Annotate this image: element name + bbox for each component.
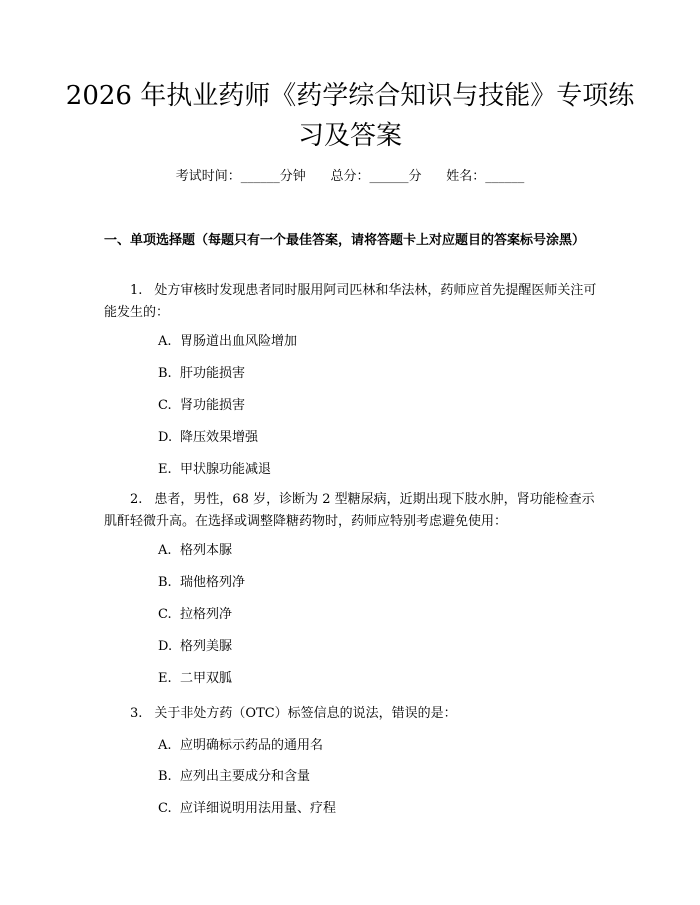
question-3 [104,703,604,725]
option-item [158,638,232,656]
option-item [158,461,271,479]
option-item [158,670,232,688]
option-text: 甲状腺功能减退 [180,462,272,477]
option-letter: D. [158,430,173,445]
option-text: 肝功能损害 [180,366,246,381]
option-item [158,768,310,786]
question-2 [104,489,604,533]
option-text: 拉格列净 [180,607,233,622]
question-number: 1. [130,283,143,298]
option-letter: B. [158,366,172,381]
question-number: 3. [130,706,143,721]
exam-info-line: 考试时间：______分钟 总分：______分 姓名：______ [175,169,525,184]
option-letter: E. [158,462,172,477]
question-1 [104,280,604,324]
option-text: 格列美脲 [180,639,233,654]
option-text: 应列出主要成分和含量 [180,769,311,784]
option-text: 瑞他格列净 [180,575,246,590]
option-letter: E. [158,671,172,686]
question-number: 2. [130,492,143,507]
option-text: 降压效果增强 [180,430,259,445]
option-text: 应明确标示药品的通用名 [180,738,324,753]
option-letter: A. [158,543,172,558]
option-text: 胃肠道出血风险增加 [180,334,298,349]
option-text: 应详细说明用法用量、疗程 [180,801,337,816]
option-letter: A. [158,738,172,753]
option-item [158,333,297,351]
option-letter: D. [158,639,173,654]
option-item [158,800,336,818]
option-item [158,574,245,592]
option-letter: C. [158,801,172,816]
option-letter: C. [158,398,172,413]
option-item [158,429,258,447]
option-item [158,397,245,415]
option-text: 格列本脲 [180,543,233,558]
option-item [158,365,245,383]
option-letter: C. [158,607,172,622]
option-text: 肾功能损害 [180,398,246,413]
page-title: 2026 年执业药师《药学综合知识与技能》专项练习及答案 [65,81,635,151]
section-heading: 一、单项选择题（每题只有一个最佳答案，请将答题卡上对应题目的答案标号涂黑） [104,233,586,248]
question-text: 患者，男性，68 岁，诊断为 2 型糖尿病，近期出现下肢水肿，肾功能检查示肌酐轻微升高。在选择或调整降糖药物时，药师应特别考虑避免使用： [104,492,595,529]
option-letter: A. [158,334,172,349]
option-text: 二甲双胍 [180,671,233,686]
option-item [158,606,232,624]
option-item [158,737,323,755]
option-letter: B. [158,575,172,590]
option-letter: B. [158,769,172,784]
question-text: 处方审核时发现患者同时服用阿司匹林和华法林，药师应首先提醒医师关注可能发生的： [104,283,597,320]
option-item [158,542,232,560]
question-text: 关于非处方药（OTC）标签信息的说法，错误的是： [154,706,457,721]
